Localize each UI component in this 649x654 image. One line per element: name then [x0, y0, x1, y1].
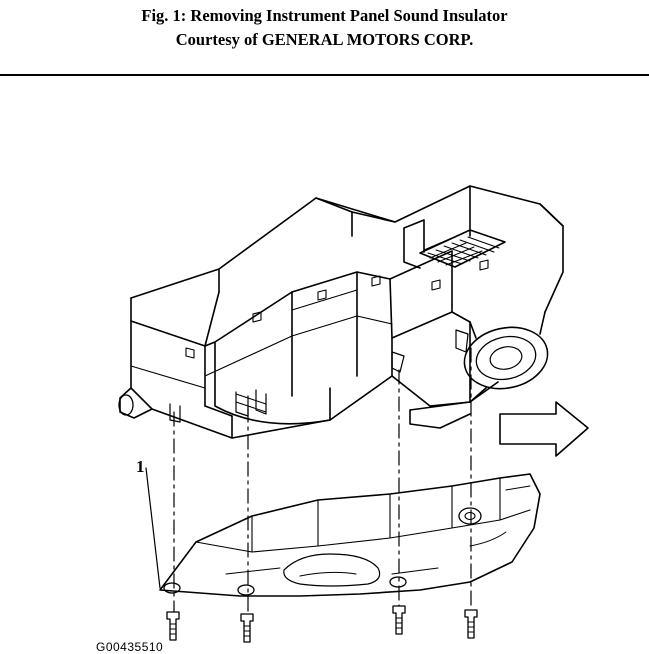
bolt-3 [393, 606, 405, 634]
callout-1-label: 1 [136, 457, 145, 476]
bolt-1 [167, 612, 179, 640]
figure-illustration [0, 76, 649, 654]
callout-1-leader [146, 468, 160, 588]
bolt-4 [465, 610, 477, 638]
caption-line-1: Fig. 1: Removing Instrument Panel Sound Insulator [141, 6, 508, 25]
figure-code: G00435510 [96, 640, 164, 654]
caption-line-2: Courtesy of GENERAL MOTORS CORP. [175, 30, 474, 49]
hvac-module-line-drawing [0, 76, 649, 626]
bolt-2 [241, 614, 253, 642]
removal-direction-arrow [500, 402, 588, 456]
figure-caption [0, 4, 649, 52]
